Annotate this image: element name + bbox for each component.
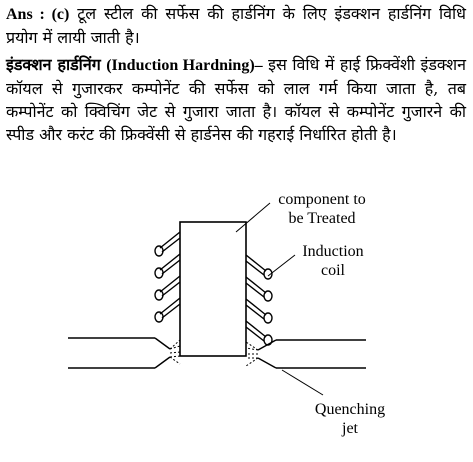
answer-prefix: Ans : (c)	[6, 6, 70, 23]
coil-label-line1: Induction	[302, 243, 364, 260]
answer-text: टूल स्टील की सर्फेस की हार्डनिंग के लिए इंडक्शन हार्डनिंग विधि प्रयोग में लायी जाती है।	[6, 4, 466, 47]
explanation-heading-english: (Induction Hardning)–	[106, 57, 263, 74]
left-spray	[170, 340, 180, 364]
coil-leader-line	[268, 255, 295, 276]
left-quenching-jet	[68, 338, 170, 368]
right-spray	[246, 342, 258, 366]
quenching-jet-label-line2: jet	[342, 420, 358, 437]
component-rect	[180, 222, 246, 356]
explanation-heading-hindi: इंडक्शन हार्डनिंग	[6, 55, 101, 74]
component-label-line1: component to	[278, 191, 366, 208]
jet-leader-line	[282, 370, 323, 395]
right-quenching-jet	[258, 340, 366, 368]
component-leader-line	[236, 203, 270, 232]
left-coil	[155, 232, 180, 322]
coil-label-line2: coil	[321, 262, 345, 279]
coil-label	[294, 242, 372, 280]
component-label-line2: be Treated	[288, 210, 356, 227]
right-coil	[246, 255, 272, 345]
quenching-jet-label-line1: Quenching	[314, 401, 386, 418]
component-label	[266, 190, 378, 228]
quenching-jet-label	[300, 400, 400, 438]
explanation-text: इस विधि में हाई फ्रिक्वेंशी इंडक्शन कॉयल से गुजारकर कम्पोनेंट की सर्फेस को लाल गर्म किया जाता है, तब कम्पोनेंट को क्विचिंग जेट से गुजारा जाता है। कॉयल से कम्पोनेंट गुजारने की स्पीड और करंट की फ्रिक्वेंसी से हार्डनेस की गहराई निर्धारित होती है।	[6, 55, 466, 144]
